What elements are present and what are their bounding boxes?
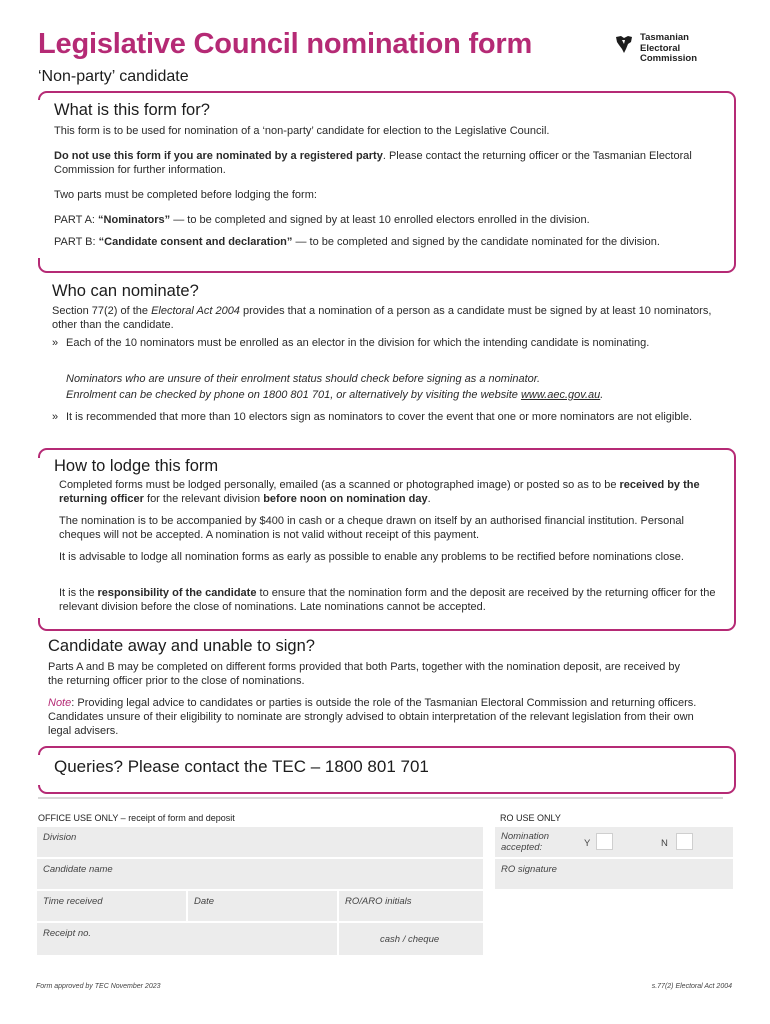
nomination-accepted-field (494, 826, 734, 858)
office-use-heading: OFFICE USE ONLY – receipt of form and deposit (38, 813, 235, 823)
lodge-p1: Completed forms must be lodged personally, emailed (as a scanned or photographed image) or posted so as to be received by the returning officer for the relevant division before noon on nomination day. (59, 479, 700, 505)
office-divider (38, 797, 723, 799)
who-italic-1: Nominators who are unsure of their enrolment status should check before signing as a nominator. (66, 373, 541, 385)
nomination-accepted-label-1: Nomination (501, 831, 550, 842)
who-bullet-2: » It is recommended that more than 10 electors sign as nominators to cover the event that one or more nominators are not eligible. (52, 411, 693, 423)
queries-text: Queries? Please contact the TEC – 1800 801 701 (54, 757, 429, 776)
ro-use-heading: RO USE ONLY (500, 813, 561, 823)
away-note: Note: Providing legal advice to candidates or parties is outside the role of the Tasmanian Electoral Commission and returning officers. Candidates unsure of their eligibility to nominate are strongly advised to obtain interpretation of the relevant legislation from their own legal advisers. (48, 697, 697, 737)
part-b: PART B: “Candidate consent and declaration” — to be completed and signed by the candidate nominated for the division. (54, 236, 660, 248)
cash-cheque-field[interactable]: cash / cheque (338, 922, 484, 956)
date-field[interactable]: Date (187, 890, 338, 922)
who-p1: Section 77(2) of the Electoral Act 2004 provides that a nomination of a person as a candidate must be signed by at least 10 nominators, other than the candidate. (52, 305, 712, 331)
aec-website-link[interactable]: www.aec.gov.au (520, 389, 601, 401)
bullet-icon: » (52, 411, 59, 423)
receipt-no-field[interactable]: Receipt no. (36, 922, 338, 956)
bullet-icon: » (52, 337, 59, 349)
page-subtitle: ‘Non-party’ candidate (38, 68, 189, 85)
division-field[interactable]: Division (36, 826, 484, 858)
footer-right: s.77(2) Electoral Act 2004 (651, 983, 732, 990)
away-heading: Candidate away and unable to sign? (48, 637, 315, 655)
lodge-p4: It is the responsibility of the candidate to ensure that the nomination form and the deposit are received by the returning officer for the relevant division before the close of nominations. Late nominations cannot be accepted. (59, 587, 716, 613)
part-a-label: PART A: (54, 214, 95, 226)
candidate-name-field[interactable]: Candidate name (36, 858, 484, 890)
lodge-p3: It is advisable to lodge all nomination forms as early as possible to enable any problems to be rectified before nominations close. (59, 551, 684, 563)
ro-signature-field[interactable]: RO signature (494, 858, 734, 890)
logo-line-1: Tasmanian (640, 32, 689, 43)
ro-aro-initials-field[interactable]: RO/ARO initials (338, 890, 484, 922)
logo-line-2: Electoral Commission (640, 42, 698, 64)
what-p3: Two parts must be completed before lodging the form: (54, 189, 317, 201)
what-heading: What is this form for? (54, 101, 210, 119)
time-received-field[interactable]: Time received (36, 890, 187, 922)
what-p2: Do not use this form if you are nominated by a registered party. Please contact the returning officer or the Tasmanian Electoral Commission for further information. (54, 150, 692, 176)
who-italic-2: Enrolment can be checked by phone on 1800 801 701, or alternatively by visiting the website www.aec.gov.au. (66, 389, 604, 401)
tasmania-map-icon (614, 34, 634, 54)
page-title: Legislative Council nomination form (38, 28, 533, 60)
footer-left: Form approved by TEC November 2023 (36, 983, 161, 990)
no-label: N (661, 838, 668, 849)
who-bullet-1: » Each of the 10 nominators must be enrolled as an elector in the division for which the intending candidate is nominating. (52, 337, 650, 349)
nomination-accepted-label-2: accepted: (501, 841, 543, 853)
lodge-heading: How to lodge this form (54, 457, 219, 475)
lodge-p2: The nomination is to be accompanied by $400 in cash or a cheque drawn on itself by an authorised financial institution. Personal cheques will not be accepted. A nomination is not valid without receipt of this payment. (59, 515, 684, 541)
tec-logo (614, 32, 739, 64)
who-heading: Who can nominate? (52, 282, 199, 300)
no-checkbox[interactable] (676, 833, 693, 850)
away-p1: Parts A and B may be completed on different forms provided that both Parts, together with the nomination deposit, are received by the returning officer prior to the close of nominations. (48, 661, 681, 687)
part-b-label: PART B: (54, 236, 96, 248)
yes-label: Y (584, 838, 591, 849)
note-label: Note (48, 697, 72, 709)
part-a: PART A: “Nominators” — to be completed and signed by at least 10 enrolled electors enrolled in the division. (54, 214, 590, 226)
yes-checkbox[interactable] (596, 833, 613, 850)
what-p1: This form is to be used for nomination of a ‘non-party’ candidate for election to the Legislative Council. (54, 125, 550, 137)
